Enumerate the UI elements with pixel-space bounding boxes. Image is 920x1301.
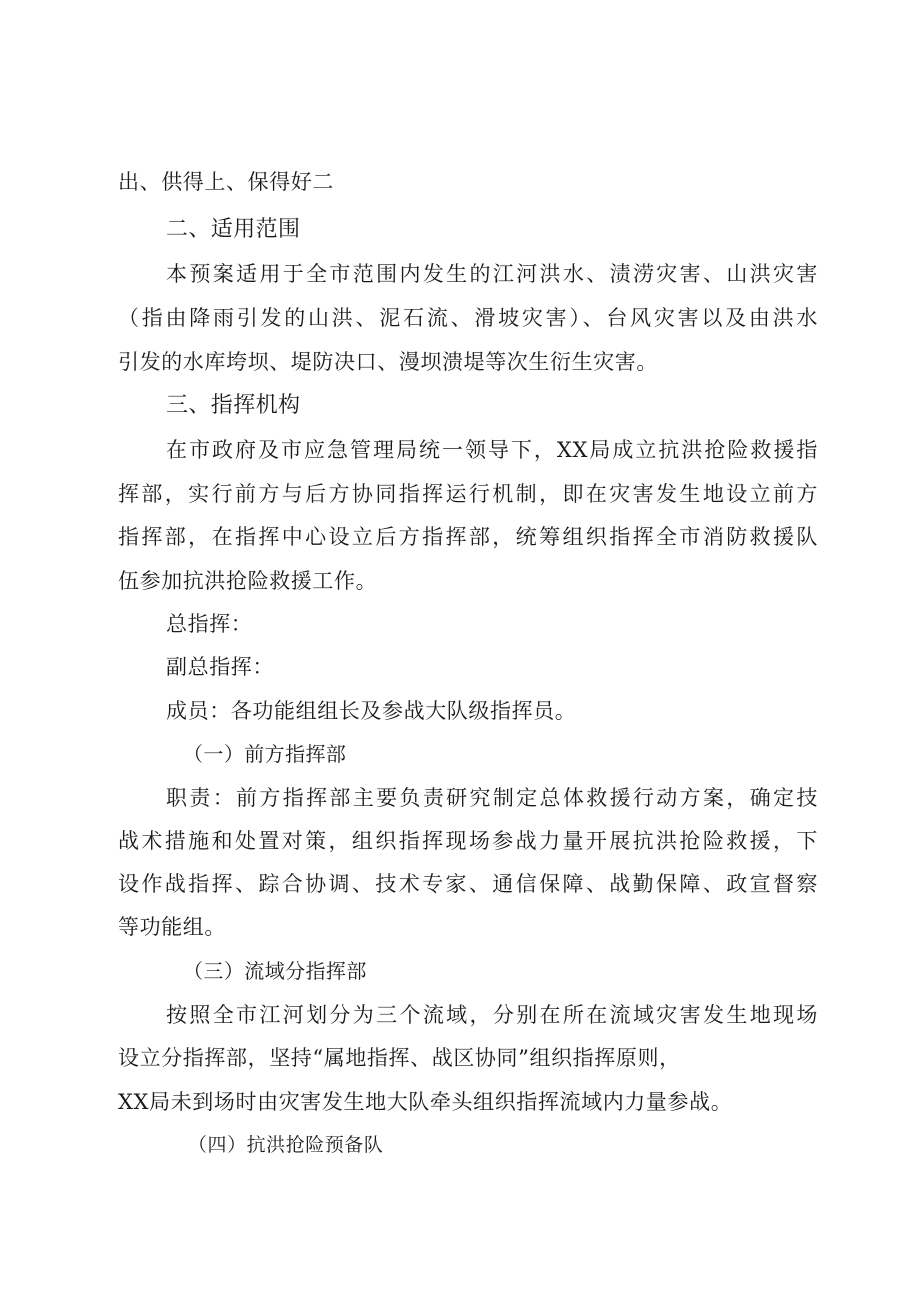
members-line: 成员：各功能组组长及参战大队级指挥员。 [166, 699, 577, 723]
subsection-heading-reserve: （四）抗洪抢险预备队 [188, 1134, 384, 1156]
paragraph-line: 在市政府及市应急管理局统一领导下，XX局成立抗洪抢险救援指 [166, 438, 818, 462]
chief-commander-line: 总指挥： [166, 612, 253, 636]
paragraph-line: 职责：前方指挥部主要负责研究制定总体救援行动方案，确定技 [166, 786, 818, 810]
deputy-commander-line: 副总指挥： [166, 655, 274, 679]
paragraph-line: XX局未到场时由灾害发生地大队牵头组织指挥流域内力量参战。 [118, 1090, 733, 1114]
paragraph-line: 设作战指挥、踪合协调、技术专家、通信保障、战勤保障、政宣督察 [118, 872, 818, 896]
paragraph-line: 本预案适用于全市范围内发生的江河洪水、渍涝灾害、山洪灾害 [166, 262, 818, 286]
subsection-heading-front: （一）前方指挥部 [183, 742, 347, 766]
paragraph-line: 等功能组。 [118, 915, 226, 939]
paragraph-line: 挥部，实行前方与后方协同指挥运行机制，即在灾害发生地设立前方 [118, 482, 818, 506]
section-heading-scope: 二、适用范围 [166, 217, 301, 242]
paragraph-line: 战术措施和处置对策，组织指挥现场参战力量开展抗洪抢险救援，下 [118, 829, 818, 853]
text-line-continuation: 出、供得上、保得好二 [118, 170, 334, 194]
subsection-heading-basin: （三）流域分指挥部 [183, 959, 367, 983]
section-heading-command: 三、指挥机构 [166, 393, 301, 418]
paragraph-line: 按照全市江河划分为三个流域，分别在所在流域灾害发生地现场 [166, 1003, 818, 1027]
paragraph-line: （指由降雨引发的山洪、泥石流、滑坡灾害）、台风灾害以及由洪水 [118, 306, 818, 330]
paragraph-line: 设立分指挥部，坚持“属地指挥、战区协同”组织指挥原则， [118, 1046, 681, 1070]
paragraph-line: 指挥部，在指挥中心设立后方指挥部，统筹组织指挥全市消防救援队 [118, 525, 818, 549]
paragraph-line: 引发的水库垮坝、堤防决口、漫坝溃堤等次生衍生灾害。 [118, 350, 658, 374]
paragraph-line: 伍参加抗洪抢险救援工作。 [118, 569, 378, 593]
